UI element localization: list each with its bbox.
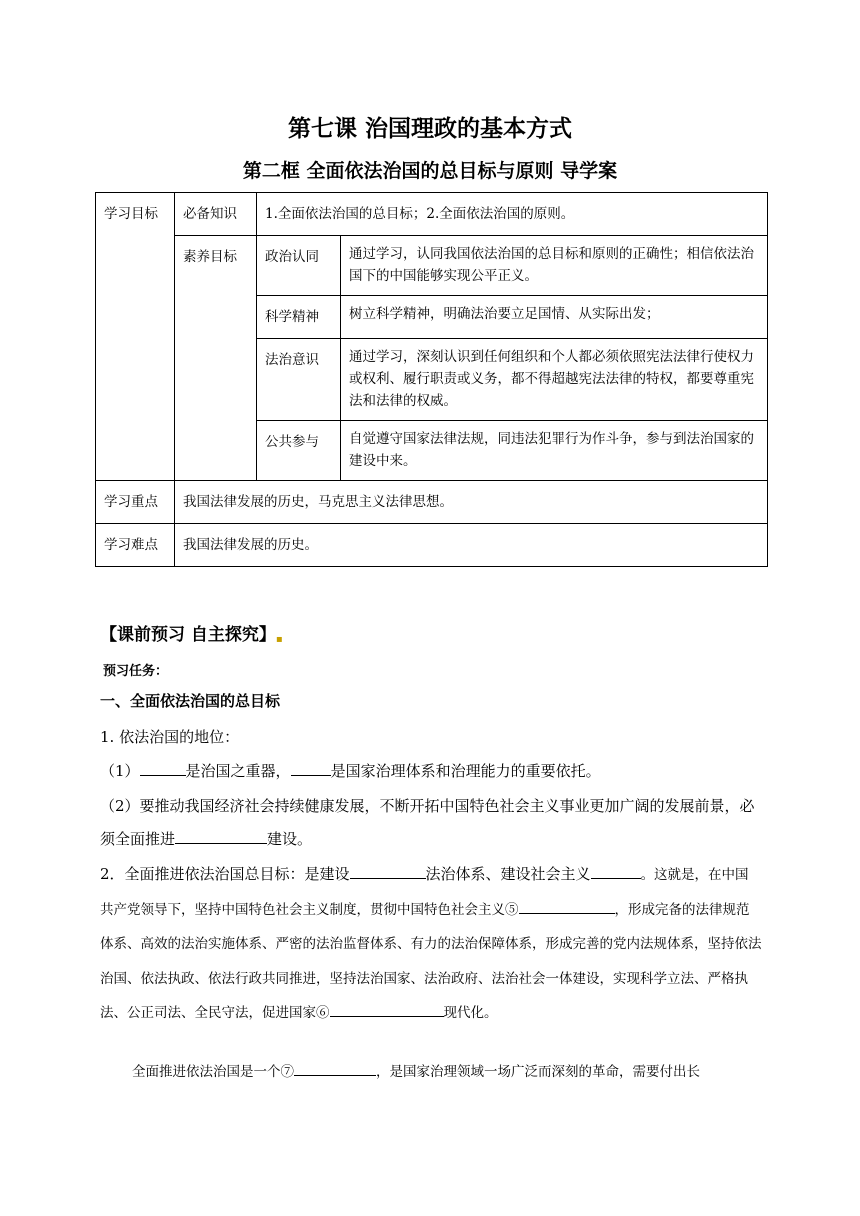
preview-heading xyxy=(100,620,283,645)
item1-2 xyxy=(100,790,762,856)
difficulty-text: 我国法律发展的历史。 xyxy=(175,524,768,567)
fill-blank xyxy=(330,1002,444,1017)
fill-blank xyxy=(291,761,331,776)
fill-blank xyxy=(519,899,615,914)
item1-2-text-b: 建设。 xyxy=(267,830,313,848)
section-heading: 一、全面依法治国的总目标 xyxy=(100,692,281,710)
closing-paragraph xyxy=(132,1057,772,1087)
literacy-row-text: 树立科学精神，明确法治要立足国情、从实际出发； xyxy=(341,296,768,339)
item2-text-b: 法治体系、建设社会主义 xyxy=(425,865,591,883)
page-title: 第七课 治国理政的基本方式 xyxy=(287,116,572,142)
item2 xyxy=(100,858,762,1031)
literacy-row-label: 科学精神 xyxy=(257,296,341,339)
study-goals-table xyxy=(95,192,768,567)
para-text-a: 全面推进依法治国是一个 xyxy=(132,1064,281,1080)
literacy-row-text: 自觉遵守国家法律法规，同违法犯罪行为作斗争，参与到法治国家的建设中来。 xyxy=(341,421,768,481)
table-row xyxy=(96,236,768,296)
fill-blank xyxy=(140,761,186,776)
literacy-row-label: 公共参与 xyxy=(257,421,341,481)
preview-task: 预习任务： xyxy=(103,664,169,679)
literacy-row-label: 政治认同 xyxy=(257,236,341,296)
study-goal-label: 学习目标 xyxy=(96,193,175,481)
fill-blank xyxy=(591,864,641,879)
table-row xyxy=(96,193,768,236)
item1-1-text-b: 是国家治理体系和治理能力的重要依托。 xyxy=(330,762,601,780)
essential-text: 1.全面依法治国的总目标；2.全面依法治国的原则。 xyxy=(257,193,768,236)
literacy-row-text: 通过学习，认同我国依法治国的总目标和原则的正确性；相信依法治国下的中国能够实现公平正义。 xyxy=(341,236,768,296)
fill-blank xyxy=(294,1061,376,1076)
table-row xyxy=(96,481,768,524)
blank-number-6: ⑥ xyxy=(316,1005,330,1021)
item2-text-c: 。这就是，在中国共产党领导下，坚持中国特色社会主义制度，贯彻中国特色社会主义 xyxy=(100,867,749,918)
para-text-b: ，是国家治理领域一场广泛而深刻的革命，需要付出长 xyxy=(376,1064,700,1080)
item1-title: 1. 依法治国的地位： xyxy=(100,728,240,746)
item1-1-text-a: 是治国之重器， xyxy=(185,762,291,780)
blank-number-5: ⑤ xyxy=(505,901,519,918)
item2-text-e: 现代化。 xyxy=(443,1005,498,1021)
literacy-row-text: 通过学习，深刻认识到任何组织和个人都必须依照宪法法律行使权力或权利、履行职责或义务，都不得超越宪法法律的特权，都要尊重宪法和法律的权威。 xyxy=(341,339,768,421)
key-text: 我国法律发展的历史，马克思主义法律思想。 xyxy=(175,481,768,524)
blank-number-7: ⑦ xyxy=(280,1064,294,1080)
page-subtitle: 第二框 全面依法治国的总目标与原则 导学案 xyxy=(242,160,618,182)
table-row xyxy=(96,524,768,567)
essential-label: 必备知识 xyxy=(175,193,257,236)
item2-text-a: 2．全面推进依法治国总目标：是建设 xyxy=(100,865,350,883)
fill-blank xyxy=(175,829,267,844)
literacy-row-label: 法治意识 xyxy=(257,339,341,421)
bullet-mark-icon: ▪ xyxy=(275,634,283,645)
item1-1-prefix: （1） xyxy=(100,762,140,780)
literacy-label: 素养目标 xyxy=(175,236,257,481)
item1-1 xyxy=(100,756,762,786)
fill-blank xyxy=(350,864,426,879)
item1-2-text-a: （2）要推动我国经济社会持续健康发展，不断开拓中国特色社会主义事业更加广阔的发展前景，必须全面推进 xyxy=(100,797,755,848)
difficulty-label: 学习难点 xyxy=(96,524,175,567)
item2-text-d: ，形成完备的法律规范体系、高效的法治实施体系、严密的法治监督体系、有力的法治保障体系，形成完善的党内法规体系，坚持依法治国、依法执政、依法行政共同推进，坚持法治国家、法治政府、法治社会一体建设，实现科学立法、严格执法、公正司法、全民守法，促进国家 xyxy=(100,901,762,1021)
key-label: 学习重点 xyxy=(96,481,175,524)
preview-heading-text: 【课前预习 自主探究】 xyxy=(100,625,276,645)
